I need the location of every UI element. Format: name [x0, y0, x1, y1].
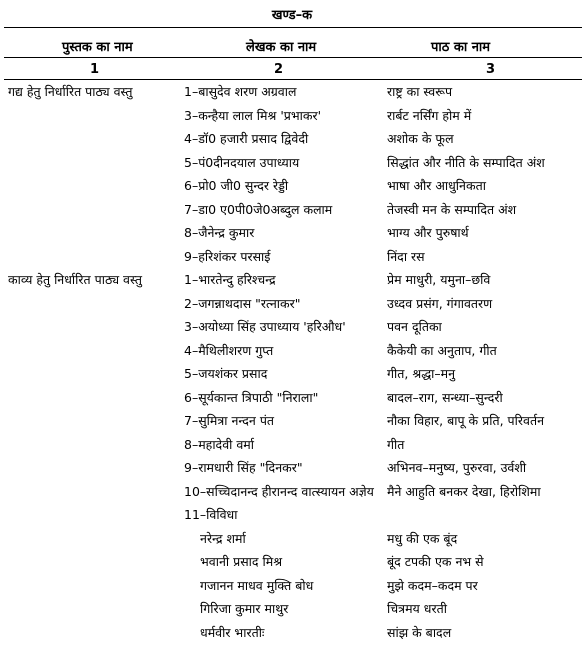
lesson-cell: मैने आहुति बनकर देखा, हिरोशिमा	[387, 483, 541, 499]
author-cell: 6–सूर्यकान्त त्रिपाठी "निराला"	[184, 389, 319, 405]
lesson-cell: प्रेम माधुरी, यमुना–छवि	[387, 272, 491, 287]
lesson-cell: नौका विहार, बापू के प्रति, परिवर्तन	[387, 413, 545, 428]
author-cell: 3–कन्हैया लाल मिश्र 'प्रभाकर'	[184, 107, 322, 123]
lesson-cell: अभिनव–मनुष्य, पुरुरवा, उर्वशी	[387, 460, 527, 475]
lesson-cell: मधु की एक बूंद	[387, 530, 458, 546]
author-cell: 2–जगन्नाथदास "रत्नाकर"	[184, 295, 301, 311]
author-cell: 9–रामधारी सिंह "दिनकर"	[184, 460, 303, 475]
author-cell: 9–हरिशंकर परसाई	[184, 248, 271, 264]
header-book-name: पुस्तक का नाम	[62, 40, 133, 55]
author-cell: 11–विविधा	[184, 507, 238, 522]
lesson-cell: सांझ के बादल	[387, 624, 452, 640]
author-cell: 3–अयोध्या सिंह उपाध्याय 'हरिऔध'	[184, 319, 346, 334]
lesson-cell: बादल–राग, सन्ध्या–सुन्दरी	[387, 389, 503, 405]
lesson-cell: गीत	[387, 436, 405, 452]
header-top-rule	[4, 27, 582, 28]
lesson-cell: गीत, श्रद्धा–मनु	[387, 366, 456, 381]
author-cell: 1–भारतेन्दु हरिश्चन्द्र	[184, 272, 276, 287]
header-bottom-rule	[4, 79, 582, 80]
book-category-cell: गद्य हेतु निर्धारित पाठ्य वस्तु	[8, 84, 133, 99]
header-middle-rule	[4, 57, 582, 58]
lesson-cell: निंदा रस	[387, 248, 425, 264]
header-author-name: लेखक का नाम	[246, 40, 317, 55]
author-cell: 6–प्रो0 जी0 सुन्दर रेड्डी	[184, 178, 289, 193]
author-cell: 5–पं0दीनदयाल उपाध्याय	[184, 154, 300, 170]
author-cell: धर्मवीर भारतीः	[200, 624, 265, 640]
author-cell: नरेन्द्र शर्मा	[200, 530, 246, 546]
lesson-cell: मुझे कदम–कदम पर	[387, 577, 478, 593]
lesson-cell: भाषा और आधुनिकता	[387, 178, 486, 193]
lesson-cell: अशोक के फूल	[387, 131, 454, 146]
lesson-cell: पवन दूतिका	[387, 319, 442, 334]
author-cell: 7–डा0 ए0पी0जे0अब्दुल कलाम	[184, 201, 333, 217]
author-cell: 7–सुमित्रा नन्दन पंत	[184, 413, 275, 428]
lesson-cell: राष्ट्र का स्वरूप	[387, 84, 453, 99]
author-cell: गजानन माधव मुक्ति बोध	[200, 577, 314, 593]
column-number-2: 2	[274, 62, 284, 77]
author-cell: 1–बासुदेव शरण अग्रवाल	[184, 84, 297, 99]
lesson-cell: बूंद टपकी एक नभ से	[387, 554, 484, 569]
header-lesson-name: पाठ का नाम	[431, 40, 491, 55]
author-cell: 5–जयशंकर प्रसाद	[184, 366, 268, 381]
lesson-cell: उध्दव प्रसंग, गंगावतरण	[387, 295, 493, 311]
lesson-cell: कैकेयी का अनुताप, गीत	[387, 342, 497, 358]
author-cell: भवानी प्रसाद मिश्र	[200, 554, 283, 569]
lesson-cell: चित्रमय धरती	[387, 601, 447, 616]
lesson-cell: रार्बट नर्सिंग होम में	[387, 107, 472, 123]
author-cell: गिरिजा कुमार माथुर	[200, 601, 289, 616]
author-cell: 8–महादेवी वर्मा	[184, 436, 255, 452]
lesson-cell: सिद्धांत और नीति के सम्पादित अंश	[387, 154, 545, 170]
book-category-cell: काव्य हेतु निर्धारित पाठ्य वस्तु	[8, 272, 142, 287]
column-number-3: 3	[486, 62, 496, 77]
author-cell: 4–डॉ0 हजारी प्रसाद द्विवेदी	[184, 131, 309, 146]
column-number-1: 1	[90, 62, 100, 77]
lesson-cell: भाग्य और पुरुषार्थ	[387, 225, 469, 240]
lesson-cell: तेजस्वी मन के सम्पादित अंश	[387, 201, 517, 217]
author-cell: 8–जैनेन्द्र कुमार	[184, 225, 255, 240]
author-cell: 10–सच्चिदानन्द हीरानन्द वात्स्यायन अज्ञेय	[184, 483, 374, 499]
section-title: खण्ड–क	[271, 8, 313, 23]
author-cell: 4–मैथिलीशरण गुप्त	[184, 342, 274, 358]
